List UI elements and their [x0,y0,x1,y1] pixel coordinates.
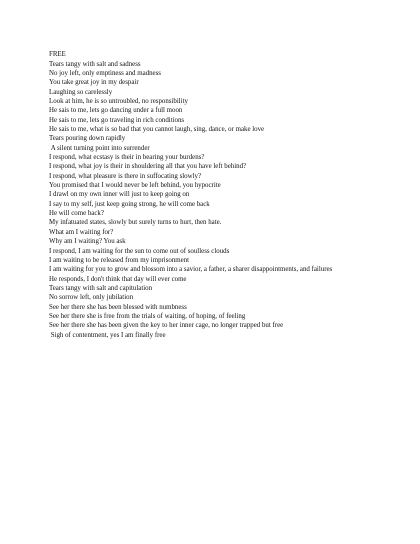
poem-line: I respond, I am waiting for the sun to come out of soulless clouds [49,247,230,255]
poem-line: Why am I waiting? You ask [49,238,126,246]
poem-line: Tears tangy with salt and capitulation [49,284,153,292]
poem-line: He will come back? [49,210,104,218]
poem-line: A silent turning point into surrender [49,144,150,152]
poem-line: Sigh of contentment, yes I am finally free [49,331,166,339]
poem-line: He sais to me, what is so bad that you cannot laugh, sing, dance, or make love [49,126,265,134]
poem-line: See her there she has been blessed with numbness [49,303,187,311]
poem-title: FREE [49,51,66,58]
poem-line: My infatuated states, slowly but surely turns to hurt, then hate. [49,219,222,227]
poem-line: You take great joy in my despair [49,79,139,87]
poem-line: Tears tangy with salt and sadness [49,60,141,68]
poem-line: I respond, what pleasure is there in suffocating slowly? [49,172,202,180]
poem-line: Look at him, he is so untroubled, no responsibility [49,98,188,106]
poem-line: I am waiting to be released from my imprisonment [49,256,190,264]
poem-line: Laughing so carelessly [49,88,113,96]
poem-line: He responds, I don't think that day will ever come [49,275,187,283]
poem-line: You promised that I would never be left behind, you hypocrite [49,182,221,190]
poem-line: He sais to me, lets go dancing under a full moon [49,107,183,115]
poem-line: No sorrow left, only jubilation [49,294,134,302]
poem-line: I drawl on my own inner will just to keep going on [49,191,190,199]
poem-line: I say to my self, just keep going strong, he will come back [49,200,210,208]
poem-line: See her there she has been given the key to her inner cage, no longer trapped but free [49,322,284,330]
poem-line: I am waiting for you to grow and blossom into a savior, a father, a sharer disappointments, and failures [49,266,333,274]
poem-line: He sais to me, lets go traveling in rich conditions [49,116,185,124]
poem-line: I respond, what joy is their in shouldering all that you have left behind? [49,163,247,171]
poem-line: No joy left, only emptiness and madness [49,69,161,77]
poem-line: I respond, what ecstasy is their in bearing your burdens? [49,154,205,162]
poem-line: What am I waiting for? [49,228,114,236]
poem-text [49,50,371,340]
poem-line: Tears pouring down rapidly [49,135,126,143]
poem-line: See her there she is free from the trials of waiting, of hoping, of feeling [49,312,246,320]
